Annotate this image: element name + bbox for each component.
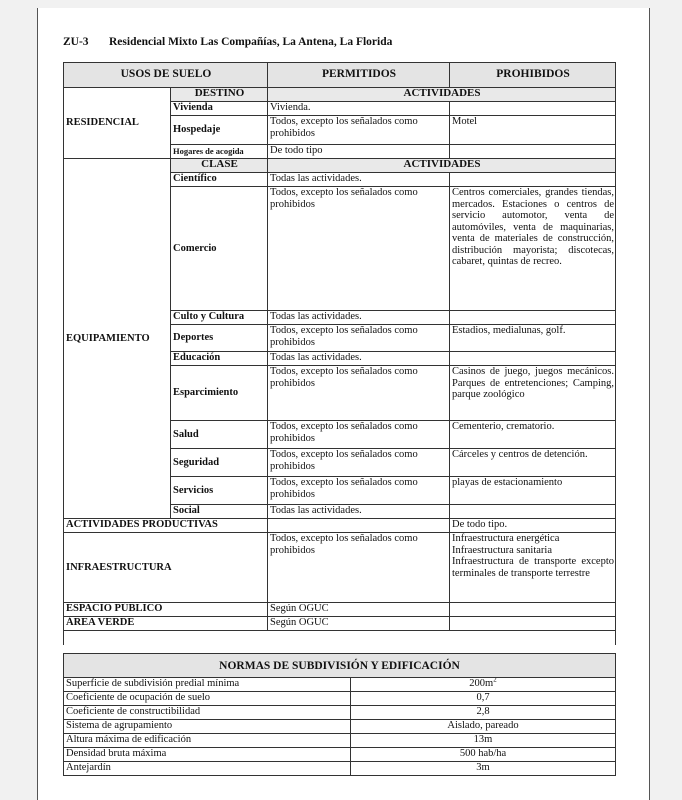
destino-cell: Hospedaje xyxy=(171,116,268,145)
prohibidos-cell: Estadios, medialunas, golf. xyxy=(450,325,616,352)
norm-value: $200m^2$ xyxy=(351,678,616,692)
norm-value: 3m xyxy=(351,762,616,776)
group-area-verde: ÁREA VERDE xyxy=(64,617,268,631)
clase-cell: Seguridad xyxy=(171,449,268,477)
prohibido-line: Infraestructura sanitaria xyxy=(452,544,553,556)
permitidos-cell: Todos, excepto los señalados como prohibidos xyxy=(268,449,450,477)
norms-table xyxy=(63,653,616,776)
clase-cell: Deportes xyxy=(171,325,268,352)
permitidos-cell xyxy=(268,519,450,533)
norm-value: Aislado, pareado xyxy=(351,720,616,734)
prohibidos-cell xyxy=(450,102,616,116)
subheader-row xyxy=(64,159,616,173)
permitidos-cell: Según OGUC xyxy=(268,617,450,631)
norm-label: Superficie de subdivisión predial mínima xyxy=(64,678,351,692)
prohibidos-cell: Cárceles y centros de detención. xyxy=(450,449,616,477)
prohibido-line: Infraestructura de transporte excepto terminales de transporte terrestre xyxy=(452,556,615,579)
permitidos-cell: Todos, excepto los señalados como prohibidos xyxy=(268,116,450,145)
clase-cell: Servicios xyxy=(171,477,268,505)
permitidos-cell: Todas las actividades. xyxy=(268,311,450,325)
norms-row xyxy=(64,678,616,692)
norm-label: Densidad bruta máxima xyxy=(64,748,351,762)
norm-label: Sistema de agrupamiento xyxy=(64,720,351,734)
group-espacio-publico: ESPACIO PÚBLICO xyxy=(64,603,268,617)
permitidos-cell: Todos, excepto los señalados como prohibidos xyxy=(268,366,450,421)
spacer-cell xyxy=(64,631,616,645)
clase-cell: Salud xyxy=(171,421,268,449)
clase-cell: Científico xyxy=(171,173,268,187)
permitidos-cell: Todas las actividades. xyxy=(268,505,450,519)
subheader-clase: CLASE xyxy=(171,159,268,173)
permitidos-cell: Todas las actividades. xyxy=(268,352,450,366)
destino-cell: Hogares de acogida xyxy=(171,145,268,159)
clase-cell: Comercio xyxy=(171,187,268,311)
prohibidos-cell xyxy=(450,311,616,325)
permitidos-cell: Vivienda. xyxy=(268,102,450,116)
clase-cell: Culto y Cultura xyxy=(171,311,268,325)
permitidos-cell: Todas las actividades. xyxy=(268,173,450,187)
group-infraestructura: INFRAESTRUCTURA xyxy=(64,533,268,603)
prohibidos-cell xyxy=(450,533,616,603)
zone-title: Residencial Mixto Las Compañías, La Antena, La Florida xyxy=(109,36,393,48)
norm-value: 2,8 xyxy=(351,706,616,720)
permitidos-cell: Todos, excepto los señalados como prohibidos xyxy=(268,533,450,603)
header-usos: USOS DE SUELO xyxy=(64,63,268,88)
prohibidos-cell xyxy=(450,603,616,617)
norms-row xyxy=(64,720,616,734)
prohibido-line: Infraestructura energética xyxy=(452,533,560,544)
norm-value: 500 hab/ha xyxy=(351,748,616,762)
norm-label: Coeficiente de constructibilidad xyxy=(64,706,351,720)
norm-label: Coeficiente de ocupación de suelo xyxy=(64,692,351,706)
land-use-table xyxy=(63,62,616,645)
table-row xyxy=(64,603,616,617)
prohibidos-cell xyxy=(450,145,616,159)
document-page xyxy=(37,8,650,800)
norm-label: Antejardín xyxy=(64,762,351,776)
permitidos-cell: Según OGUC xyxy=(268,603,450,617)
subheader-row xyxy=(64,88,616,102)
clase-cell: Social xyxy=(171,505,268,519)
norms-row xyxy=(64,748,616,762)
prohibidos-cell: Cementerio, crematorio. xyxy=(450,421,616,449)
norms-row xyxy=(64,762,616,776)
subheader-actividades: ACTIVIDADES xyxy=(268,88,616,102)
norm-value: 0,7 xyxy=(351,692,616,706)
prohibidos-cell xyxy=(450,173,616,187)
zone-code: ZU-3 xyxy=(63,36,89,48)
prohibidos-cell xyxy=(450,617,616,631)
norms-row xyxy=(64,734,616,748)
destino-cell: Vivienda xyxy=(171,102,268,116)
norms-row xyxy=(64,692,616,706)
prohibidos-cell: Centros comerciales, grandes tiendas, mercados. Estaciones o centros de servicio automotor, venta de automóviles, venta de maquinarias, venta de materiales de construcción, distribución mayorista; discotecas, cabaret, quintas de recreo. xyxy=(450,187,616,311)
norms-title: NORMAS DE SUBDIVISIÓN Y EDIFICACIÓN xyxy=(64,654,616,678)
group-productivas: ACTIVIDADES PRODUCTIVAS xyxy=(64,519,268,533)
permitidos-cell: Todos, excepto los señalados como prohibidos xyxy=(268,421,450,449)
spacer-row xyxy=(64,631,616,645)
header-prohibidos: PROHIBIDOS xyxy=(450,63,616,88)
zone-heading xyxy=(63,36,392,48)
norms-title-row xyxy=(64,654,616,678)
permitidos-cell: Todos, excepto los señalados como prohibidos xyxy=(268,187,450,311)
prohibidos-cell xyxy=(450,352,616,366)
clase-cell: Esparcimiento xyxy=(171,366,268,421)
table-header-row xyxy=(64,63,616,88)
prohibidos-cell xyxy=(450,505,616,519)
norm-label: Altura máxima de edificación xyxy=(64,734,351,748)
subheader-actividades: ACTIVIDADES xyxy=(268,159,616,173)
prohibidos-cell: Motel xyxy=(450,116,616,145)
prohibidos-cell: Casinos de juego, juegos mecánicos. Parques de entretenciones; Camping, parque zoológico xyxy=(450,366,616,421)
permitidos-cell: De todo tipo xyxy=(268,145,450,159)
clase-cell: Educación xyxy=(171,352,268,366)
permitidos-cell: Todos, excepto los señalados como prohibidos xyxy=(268,477,450,505)
header-permitidos: PERMITIDOS xyxy=(268,63,450,88)
permitidos-cell: Todos, excepto los señalados como prohibidos xyxy=(268,325,450,352)
table-row xyxy=(64,533,616,603)
prohibidos-cell: playas de estacionamiento xyxy=(450,477,616,505)
prohibidos-cell: De todo tipo. xyxy=(450,519,616,533)
group-equipamiento: EQUIPAMIENTO xyxy=(64,159,171,519)
table-row xyxy=(64,519,616,533)
table-row xyxy=(64,617,616,631)
norms-row xyxy=(64,706,616,720)
norm-value: 13m xyxy=(351,734,616,748)
group-residencial: RESIDENCIAL xyxy=(64,88,171,159)
subheader-destino: DESTINO xyxy=(171,88,268,102)
